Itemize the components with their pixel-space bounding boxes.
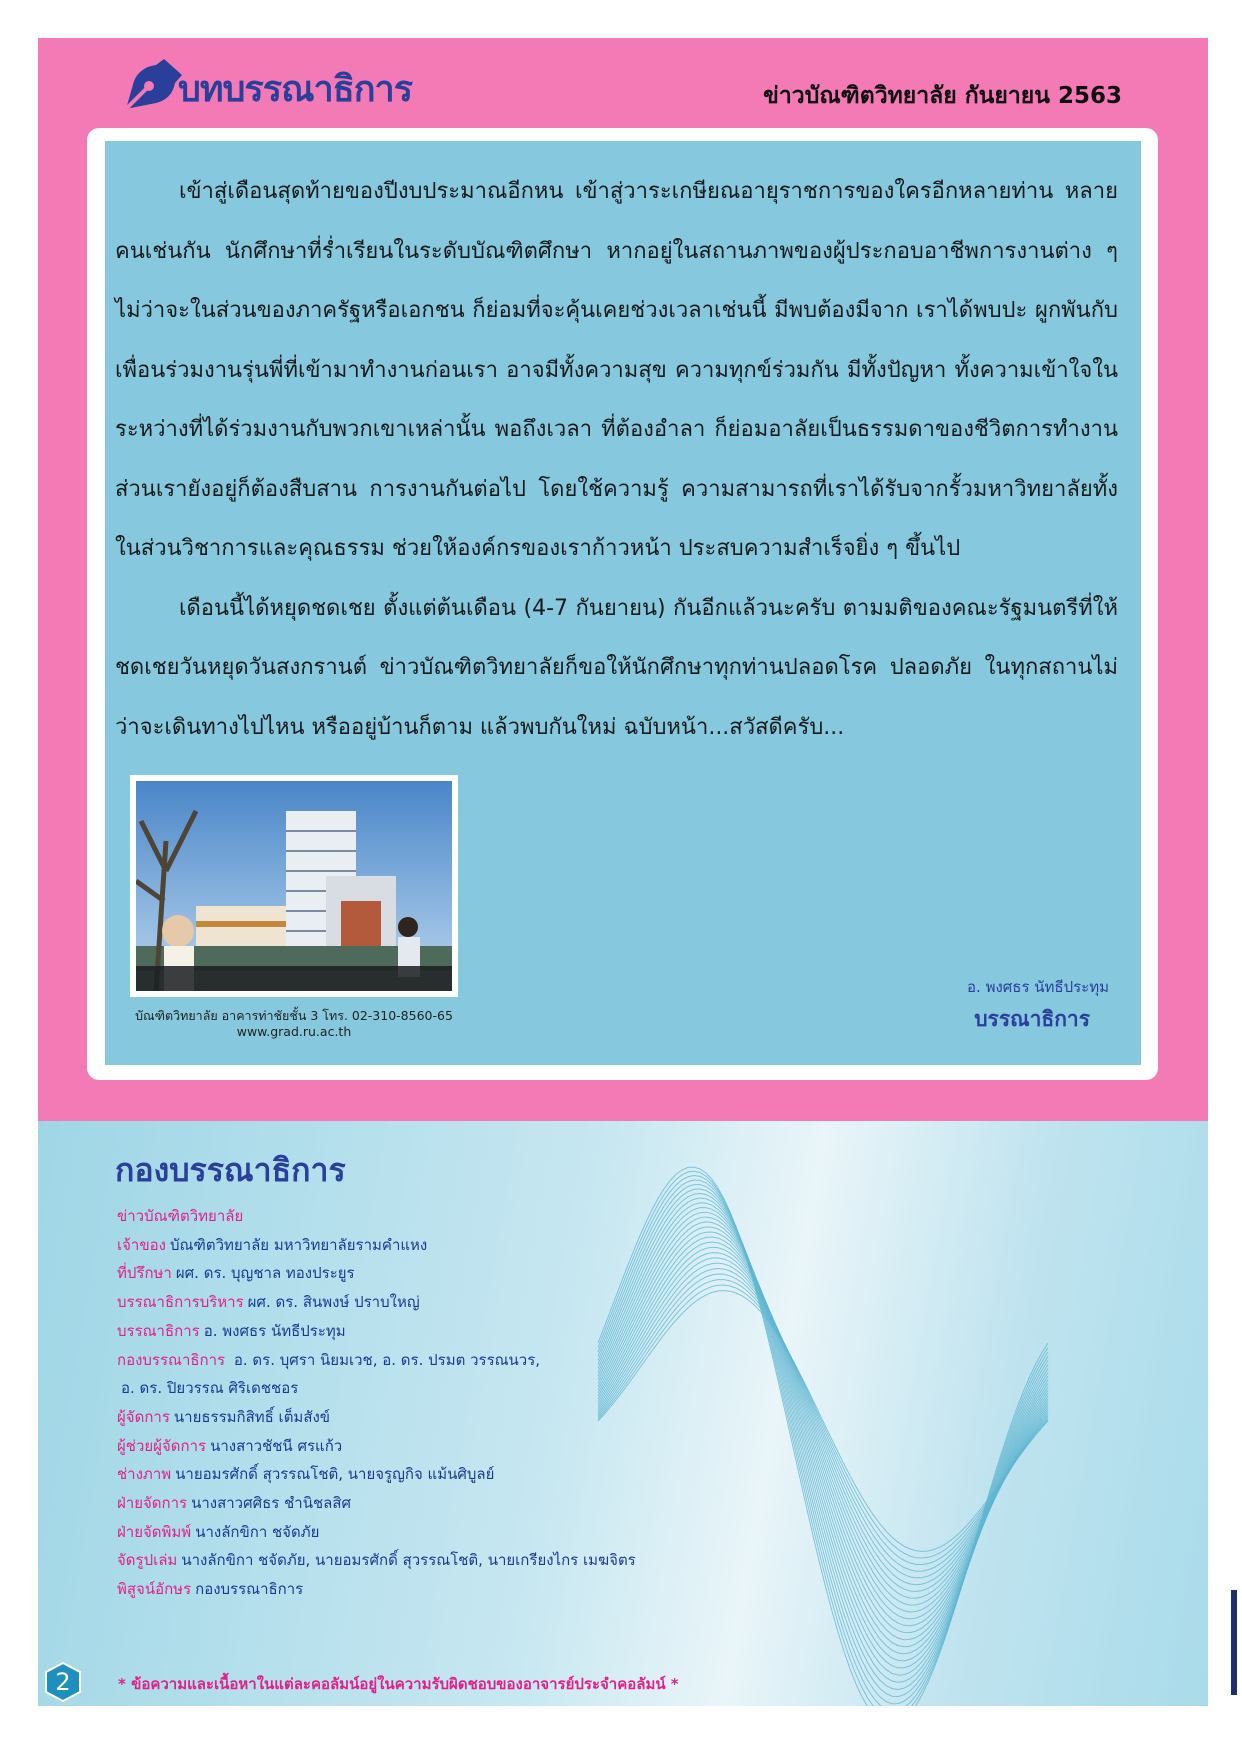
- wave-line: [598, 1167, 1048, 1706]
- page-number: 2: [55, 1668, 71, 1696]
- credit-line: [117, 1374, 636, 1403]
- article-paragraph: เข้าสู่เดือนสุดท้ายของปีงบประมาณอีกหน เข้าสู่วาระเกษียณอายุราชการของใครอีกหลายท่าน หลายคนเช่นกัน นักศึกษาที่ร่ำเรียนในระดับบัณฑิตศึกษา หากอยู่ในสถานภาพของผู้ประกอบอาชีพการงานต่าง ๆ ไม่ว่าจะในส่วนของภาครัฐหรือเอกชน ก็ย่อมที่จะคุ้นเคยช่วงเวลาเช่นนี้ มีพบต้องมีจาก เราได้พบปะ ผูกพันกับเพื่อนร่วมงานรุ่นพี่ที่เข้ามาทำงานก่อนเรา อาจมีทั้งความสุข ความทุกข์ร่วมกัน มีทั้งปัญหา ทั้งความเข้าใจในระหว่างที่ได้ร่วมงานกับพวกเขาเหล่านั้น พอถึงเวลา ที่ต้องอำลา ก็ย่อมอาลัยเป็นธรรมดาของชีวิตการทำงาน ส่วนเรายังอยู่ก็ต้องสืบสาน การงานกันต่อไป โดยใช้ความรู้ ความสามารถที่เราได้รับจากรั้วมหาวิทยาลัยทั้งในส่วนวิชาการและคุณธรรม ช่วยให้องค์กรของเราก้าวหน้า ประสบความสำเร็จยิ่ง ๆ ขึ้นไป: [115, 179, 1118, 561]
- credit-label: กองบรรณาธิการ: [117, 1350, 226, 1369]
- page-number-badge: [43, 1662, 83, 1702]
- credit-line: [117, 1432, 636, 1461]
- credit-value: นางลักขิกา ชจัดภัย: [195, 1522, 320, 1541]
- credit-label: ฝ่ายจัดพิมพ์: [117, 1522, 192, 1541]
- section-title: บทบรรณาธิการ: [178, 69, 413, 110]
- credit-value: อ. ดร. ปิยวรรณ ศิริเดชชอร: [121, 1379, 299, 1398]
- credit-value: ผศ. ดร. บุญชาล ทองประยูร: [175, 1264, 355, 1283]
- credit-value: นางสาวชัชนี ศรแก้ว: [210, 1436, 343, 1455]
- footer-note: * ข้อความและเนื้อหาในแต่ละคอลัมน์อยู่ในความรับผิดชอบของอาจารย์ประจำคอลัมน์ *: [118, 1675, 679, 1693]
- credit-line: [117, 1202, 636, 1231]
- credit-value: ผศ. ดร. สินพงษ์ ปราบใหญ่: [247, 1293, 420, 1312]
- credit-value: อ. ดร. บุศรา นิยมเวช, อ. ดร. ปรมต วรรณนวร,: [229, 1350, 541, 1369]
- committee-list: [117, 1202, 636, 1604]
- credit-value: นายอมรศักดิ์ สุวรรณโชติ, นายจรูญกิจ แม้นศิบูลย์: [175, 1465, 495, 1484]
- photo-caption: [130, 1008, 458, 1040]
- credit-label: จัดรูปเล่ม: [117, 1551, 178, 1570]
- building-photo: [130, 775, 458, 997]
- article-paragraph: เดือนนี้ได้หยุดชดเชย ตั้งแต่ต้นเดือน (4-7 กันยายน) กันอีกแล้วนะครับ ตามมติของคณะรัฐมนตรีที่ให้ชดเชยวันหยุดวันสงกรานต์ ข่าวบัณฑิตวิทยาลัยก็ขอให้นักศึกษาทุกท่านปลอดโรค ปลอดภัย ในทุกสถานไม่ว่าจะเดินทางไปไหน หรืออยู่บ้านก็ตาม แล้วพบกันใหม่ ฉบับหน้า...สวัสดีครับ...: [115, 595, 1118, 740]
- credit-line: [117, 1231, 636, 1260]
- credit-label: ข่าวบัณฑิตวิทยาลัย: [117, 1207, 244, 1225]
- photo-caption-address: บัณฑิตวิทยาลัย อาคารท่าชัยชั้น 3 โทร. 02-310-8560-65: [135, 1008, 453, 1023]
- building-photo-illustration: [136, 781, 452, 991]
- credit-line: [117, 1259, 636, 1288]
- credit-value: นายธรรมกิสิทธิ์ เต็มสังข์: [173, 1407, 331, 1426]
- credit-value: บัณฑิตวิทยาลัย มหาวิทยาลัยรามคำแหง: [169, 1235, 428, 1254]
- wave-line: [598, 1193, 1048, 1682]
- credit-line: [117, 1460, 636, 1489]
- credit-line: [117, 1288, 636, 1317]
- credit-label: ผู้ช่วยผู้จัดการ: [117, 1436, 207, 1455]
- issue-date: ข่าวบัณฑิตวิทยาลัย กันยายน 2563: [763, 83, 1122, 109]
- credit-line: [117, 1317, 636, 1346]
- credit-line: [117, 1546, 636, 1575]
- credit-line: [117, 1403, 636, 1432]
- wave-line: [598, 1180, 1048, 1704]
- page-edge-mark: [1231, 1590, 1237, 1695]
- credit-value: นางลักขิกา ชจัดภัย, นายอมรศักดิ์ สุวรรณโชติ, นายเกรียงไกร เมฆจิตร: [181, 1551, 636, 1570]
- credit-label: ผู้จัดการ: [117, 1407, 170, 1426]
- credit-label: ที่ปรึกษา: [117, 1264, 172, 1283]
- credit-line: [117, 1346, 636, 1375]
- credit-label: บรรณาธิการบริหาร: [117, 1293, 244, 1312]
- photo-caption-url: www.grad.ru.ac.th: [236, 1024, 352, 1039]
- credit-value: กองบรรณาธิการ: [195, 1580, 304, 1599]
- credit-label: พิสูจน์อักษร: [117, 1580, 192, 1599]
- credit-label: ช่างภาพ: [117, 1465, 172, 1484]
- committee-title: กองบรรณาธิการ: [115, 1151, 346, 1189]
- credit-value: นางสาวศศิธร ชำนิชลสิศ: [191, 1494, 352, 1513]
- editor-name: อ. พงศธร นัทธีประทุม: [967, 978, 1109, 996]
- credit-label: ฝ่ายจัดการ: [117, 1494, 188, 1513]
- credit-line: [117, 1489, 636, 1518]
- wave-line: [598, 1212, 1048, 1654]
- editorial-article: [115, 162, 1118, 757]
- credit-label: บรรณาธิการ: [117, 1321, 200, 1340]
- credit-line: [117, 1575, 636, 1604]
- credit-value: อ. พงศธร นัทธีประทุม: [203, 1321, 346, 1340]
- credit-line: [117, 1518, 636, 1547]
- editor-role: บรรณาธิการ: [974, 1007, 1090, 1031]
- credit-label: เจ้าของ: [117, 1235, 166, 1254]
